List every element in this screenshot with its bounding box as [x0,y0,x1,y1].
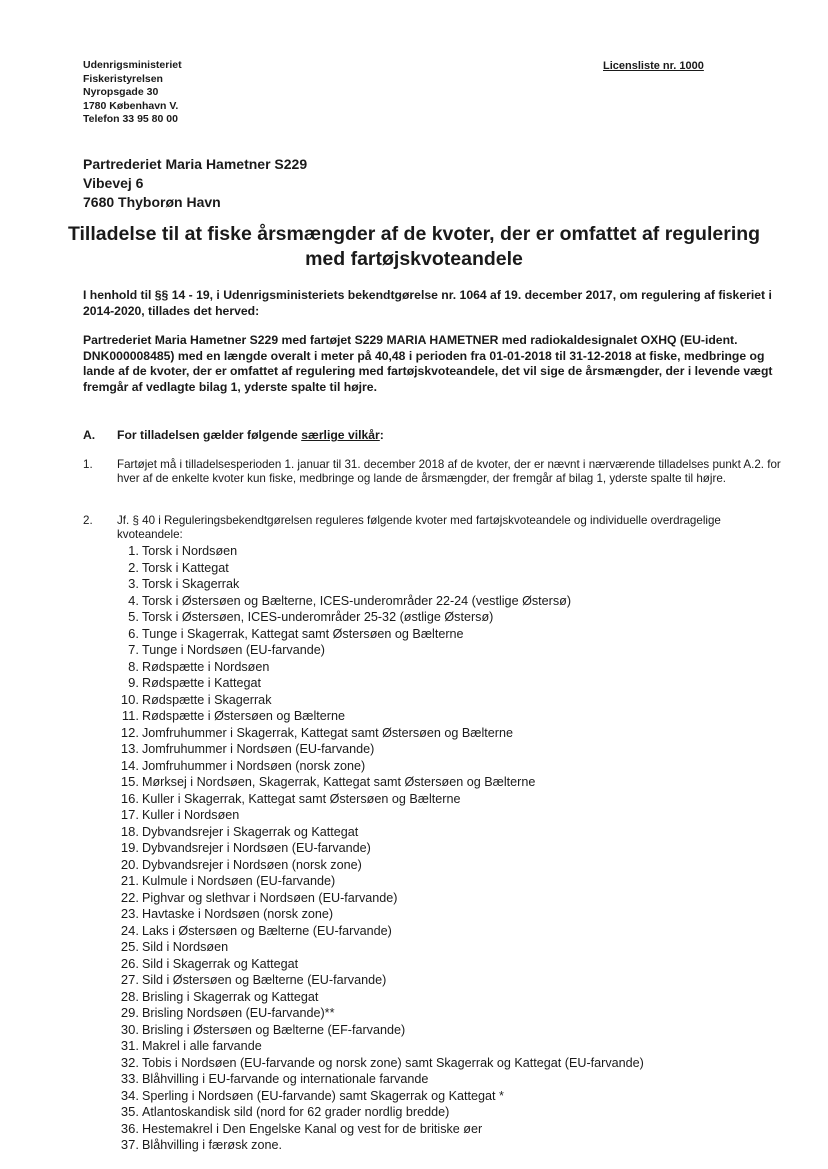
quota-number: 16. [120,790,139,806]
quota-list-item [114,923,644,940]
condition-number: 1. [83,458,93,471]
recipient-address [83,155,307,212]
quota-list-item [114,956,644,973]
quota-text: Laks i Østersøen og Bælterne (EU-farvande) [142,923,392,938]
quota-list-item [114,642,644,659]
quota-text: Tunge i Skagerrak, Kattegat samt Østersøen og Bælterne [142,626,464,641]
quota-number: 8. [128,658,139,674]
quota-list-item [114,609,644,626]
quota-list-item [114,906,644,923]
quota-list-item [114,1071,644,1088]
quota-text: Rødspætte i Skagerrak [142,692,272,707]
quota-list-item [114,1005,644,1022]
quota-list-item [114,560,644,577]
quota-text: Tobis i Nordsøen (EU-farvande og norsk zone) samt Skagerrak og Kattegat (EU-farvande) [142,1055,644,1070]
recipient-name: Partrederiet Maria Hametner S229 [83,156,308,172]
quota-list-item [114,774,644,791]
section-a-text: For tilladelsen gælder følgende [117,428,302,442]
section-a-colon: : [379,428,384,442]
quota-number: 35. [120,1104,139,1119]
section-a-underlined: særlige vilkår [301,428,380,442]
quota-number: 15. [120,774,139,789]
sender-address [83,59,182,127]
quota-list-item [114,675,644,692]
legal-basis-paragraph: I henhold til §§ 14 - 19, i Udenrigsministeriets bekendtgørelse nr. 1064 af 19. december 2017, om regulering af fiskeriet i 2014-2020, tillades det herved: [83,288,772,318]
recipient-street: Vibevej 6 [83,175,144,191]
quota-list-item [114,939,644,956]
quota-list-item [114,791,644,808]
quota-text: Sperling i Nordsøen (EU-farvande) samt Skagerrak og Kattegat * [142,1088,504,1103]
quota-list-item [114,1088,644,1105]
quota-text: Sild i Nordsøen [142,940,229,954]
quota-number: 13. [120,741,139,756]
quota-number: 3. [128,576,139,591]
quota-text: Rødspætte i Østersøen og Bælterne [142,709,345,723]
quota-number: 20. [120,856,139,872]
quota-text: Dybvandsrejer i Nordsøen (EU-farvande) [142,841,371,855]
quota-text: Makrel i alle farvande [142,1039,262,1053]
quota-text: Dybvandsrejer i Skagerrak og Kattegat [142,824,359,839]
quota-text: Rødspætte i Nordsøen [142,659,270,674]
quota-text: Blåhvilling i færøsk zone. [142,1138,282,1152]
quota-list-item [114,1055,644,1072]
sender-ministry: Udenrigsministeriet [83,59,182,71]
quota-text: Hestemakrel i Den Engelske Kanal og vest for de britiske øer [142,1121,483,1136]
quota-text: Mørksej i Nordsøen, Skagerrak, Kattegat samt Østersøen og Bælterne [142,775,536,789]
quota-number: 28. [120,988,139,1004]
quota-list-item [114,873,644,890]
quota-text: Sild i Skagerrak og Kattegat [142,956,299,971]
quota-list-item [114,1137,644,1154]
condition-text: Jf. § 40 i Reguleringsbekendtgørelsen reguleres følgende kvoter med fartøjskvoteandele og individuelle overdragelige kvoteandele: [117,514,721,541]
quota-number: 18. [120,823,139,839]
quota-number: 37. [120,1137,139,1152]
sender-city: 1780 København V. [83,99,179,112]
quota-list-item [114,1038,644,1055]
quota-number: 34. [120,1087,139,1103]
quota-list-item [114,824,644,841]
quota-text: Torsk i Skagerrak [142,577,240,591]
quota-list-item [114,807,644,824]
sender-phone: Telefon 33 95 80 00 [83,113,178,126]
quota-number: 27. [120,972,139,987]
quota-list-item [114,758,644,775]
quota-text: Jomfruhummer i Nordsøen (norsk zone) [142,758,366,773]
license-list-reference: Licensliste nr. 1000 [603,60,704,72]
quota-number: 4. [128,592,139,608]
quota-number: 6. [128,625,139,641]
quota-list-item [114,890,644,907]
quota-number: 12. [120,724,139,740]
quota-number: 5. [128,609,139,624]
quota-text: Brisling i Skagerrak og Kattegat [142,989,319,1004]
quota-list [114,543,644,1154]
quota-number: 26. [120,955,139,971]
permit-paragraph: Partrederiet Maria Hametner S229 med fartøjet S229 MARIA HAMETNER med radiokaldesignalet OXHQ (EU-ident. DNK000008485) med en længde overalt i meter på 40,48 i perioden fra 01-01-2018 til 31-12-2018 at fiske, medbringe og lande af de kvoter, der er omfattet af regulering med fartøjskvoteandele, det vil sige de årsmængder, der i levende vægt fremgår af vedlagte bilag 1, yderste spalte til højre. [83,333,773,394]
quota-number: 25. [120,939,139,954]
quota-list-item [114,593,644,610]
quota-text: Rødspætte i Kattegat [142,676,262,690]
quota-text: Pighvar og slethvar i Nordsøen (EU-farvande) [142,890,398,905]
quota-text: Havtaske i Nordsøen (norsk zone) [142,907,334,921]
quota-list-item [114,708,644,725]
quota-number: 32. [120,1054,139,1070]
quota-text: Sild i Østersøen og Bælterne (EU-farvande) [142,973,387,987]
section-a-heading [83,428,384,442]
quota-number: 21. [120,873,139,888]
quota-number: 17. [120,807,139,822]
quota-text: Jomfruhummer i Nordsøen (EU-farvande) [142,742,375,756]
quota-number: 11. [121,708,139,723]
section-a-letter: A. [83,428,96,442]
quota-list-item [114,725,644,742]
quota-text: Kulmule i Nordsøen (EU-farvande) [142,874,336,888]
quota-list-item [114,1121,644,1138]
document-title: Tilladelse til at fiske årsmængder af de kvoter, der er omfattet af regulering med fartøjskvoteandele [67,223,761,270]
quota-number: 1. [128,543,139,558]
condition-paragraph-2 [83,514,783,544]
condition-paragraph-1 [83,458,783,506]
quota-number: 36. [120,1120,139,1136]
quota-text: Kuller i Skagerrak, Kattegat samt Østersøen og Bælterne [142,791,461,806]
quota-list-item [114,543,644,560]
quota-number: 14. [120,757,139,773]
condition-text: Fartøjet må i tilladelsesperioden 1. januar til 31. december 2018 af de kvoter, der er nævnt i nærværende tilladelses punkt A.2. for hver af de enkelte kvoter kun fiske, medbringe og lande de årsmængder, der fremgår af bilag 1, yderste spalte til højre. [117,458,781,485]
quota-list-item [114,840,644,857]
quota-number: 2. [128,559,139,575]
condition-number: 2. [83,514,93,527]
quota-number: 31. [120,1038,139,1053]
quota-text: Kuller i Nordsøen [142,808,240,822]
quota-list-item [114,741,644,758]
quota-number: 19. [120,840,139,855]
quota-text: Tunge i Nordsøen (EU-farvande) [142,643,325,657]
quota-number: 24. [120,922,139,938]
quota-text: Blåhvilling i EU-farvande og internationale farvande [142,1072,429,1086]
quota-number: 30. [120,1021,139,1037]
quota-list-item [114,1104,644,1121]
quota-list-item [114,692,644,709]
quota-list-item [114,989,644,1006]
quota-text: Torsk i Kattegat [142,560,229,575]
quota-text: Torsk i Nordsøen [142,544,238,558]
quota-list-item [114,1022,644,1039]
quota-number: 23. [120,906,139,921]
sender-street: Nyropsgade 30 [83,86,159,99]
quota-list-item [114,626,644,643]
quota-list-item [114,659,644,676]
quota-text: Dybvandsrejer i Nordsøen (norsk zone) [142,857,362,872]
quota-text: Torsk i Østersøen, ICES-underområder 25-32 (østlige Østersø) [142,610,494,624]
quota-text: Brisling Nordsøen (EU-farvande)** [142,1006,335,1020]
quota-list-item [114,972,644,989]
quota-list-item [114,576,644,593]
quota-text: Atlantoskandisk sild (nord for 62 grader nordlig bredde) [142,1105,450,1119]
quota-list-item [114,857,644,874]
quota-number: 9. [128,675,139,690]
quota-number: 10. [120,691,139,707]
recipient-city: 7680 Thyborøn Havn [83,194,221,210]
quota-text: Jomfruhummer i Skagerrak, Kattegat samt Østersøen og Bælterne [142,725,513,740]
sender-agency: Fiskeristyrelsen [83,72,163,85]
quota-number: 22. [120,889,139,905]
quota-number: 29. [120,1005,139,1020]
quota-text: Torsk i Østersøen og Bælterne, ICES-underområder 22-24 (vestlige Østersø) [142,593,572,608]
quota-text: Brisling i Østersøen og Bælterne (EF-farvande) [142,1022,406,1037]
quota-number: 33. [120,1071,139,1086]
quota-number: 7. [128,642,139,657]
